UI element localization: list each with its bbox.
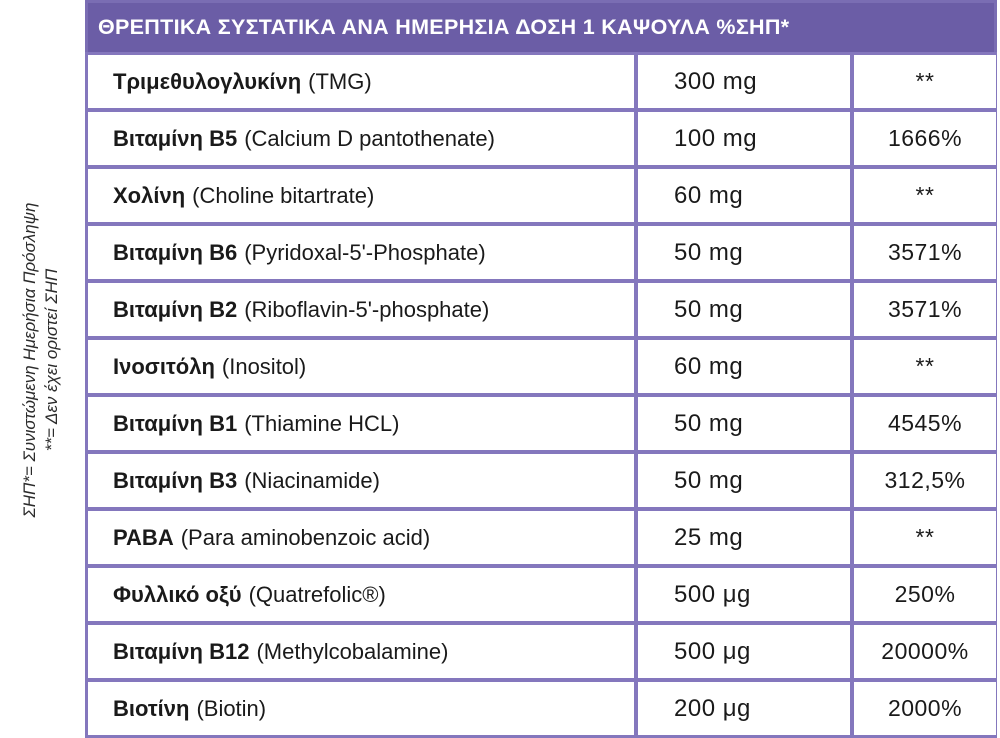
nutrient-amount: 200 μg xyxy=(638,682,850,735)
nutrient-detail: (Quatrefolic®) xyxy=(248,581,386,607)
nutrient-name: Βιοτίνη xyxy=(113,695,190,721)
nutrient-detail: (Biotin) xyxy=(196,695,267,721)
nutrient-detail: (Para aminobenzoic acid) xyxy=(180,524,431,550)
side-notes xyxy=(20,150,90,570)
table-row-name-cell xyxy=(88,397,634,450)
note-line-1: ΣΗΠ*= Συνιστώμενη Ημερήσια Πρόσληψη xyxy=(20,202,39,518)
note-line-2: **= Δεν έχει οριστεί ΣΗΠ xyxy=(42,268,61,452)
nutrient-name: Βιταμίνη Β1 xyxy=(113,410,238,436)
nutrient-name: Βιταμίνη Β6 xyxy=(113,239,238,265)
nutrient-detail: (Choline bitartrate) xyxy=(192,182,375,208)
nutrient-percent: ** xyxy=(854,169,996,222)
table-row-name-cell xyxy=(88,511,634,564)
nutrient-percent: 1666% xyxy=(854,112,996,165)
table-row-name-cell xyxy=(88,568,634,621)
nutrient-percent: 20000% xyxy=(854,625,996,678)
nutrient-percent: 3571% xyxy=(854,283,996,336)
nutrient-amount: 25 mg xyxy=(638,511,850,564)
nutrient-percent: ** xyxy=(854,340,996,393)
nutrient-name: Ινοσιτόλη xyxy=(113,353,215,379)
nutrient-name: Φυλλικό οξύ xyxy=(113,581,242,607)
nutrient-name: PABA xyxy=(113,524,174,550)
nutrient-name: Βιταμίνη Β12 xyxy=(113,638,250,664)
nutrient-detail: (TMG) xyxy=(308,68,372,94)
table-row-name-cell xyxy=(88,340,634,393)
table-row-name-cell xyxy=(88,454,634,507)
table-row-name-cell xyxy=(88,169,634,222)
table-body xyxy=(85,52,997,738)
nutrient-percent: 4545% xyxy=(854,397,996,450)
nutrient-amount: 50 mg xyxy=(638,283,850,336)
nutrient-detail: (Inositol) xyxy=(221,353,307,379)
nutrient-percent: 312,5% xyxy=(854,454,996,507)
table-row-name-cell xyxy=(88,112,634,165)
nutrient-detail: (Calcium D pantothenate) xyxy=(244,125,495,151)
nutrient-percent: 250% xyxy=(854,568,996,621)
nutrient-detail: (Riboflavin-5'-phosphate) xyxy=(244,296,490,322)
nutrient-amount: 50 mg xyxy=(638,226,850,279)
nutrient-percent: 2000% xyxy=(854,682,996,735)
nutrient-name: Βιταμίνη Β2 xyxy=(113,296,238,322)
nutrient-amount: 50 mg xyxy=(638,397,850,450)
nutrient-name: Χολίνη xyxy=(113,182,186,208)
table-row-name-cell xyxy=(88,283,634,336)
nutrient-percent: ** xyxy=(854,55,996,108)
table-row-name-cell xyxy=(88,226,634,279)
table-header: ΘΡΕΠΤΙΚΑ ΣΥΣΤΑΤΙΚΑ ΑΝΑ ΗΜΕΡΗΣΙΑ ΔΟΣΗ 1 ΚΑΨΟΥΛΑ %ΣΗΠ* xyxy=(85,0,997,52)
nutrient-table xyxy=(85,0,997,725)
nutrient-amount: 50 mg xyxy=(638,454,850,507)
nutrient-amount: 500 μg xyxy=(638,568,850,621)
nutrient-percent: 3571% xyxy=(854,226,996,279)
nutrient-name: Βιταμίνη Β3 xyxy=(113,467,238,493)
table-row-name-cell xyxy=(88,682,634,735)
nutrient-name: Βιταμίνη Β5 xyxy=(113,125,238,151)
nutrient-detail: (Pyridoxal-5'-Phosphate) xyxy=(244,239,486,265)
nutrient-amount: 60 mg xyxy=(638,340,850,393)
nutrient-amount: 100 mg xyxy=(638,112,850,165)
nutrient-amount: 60 mg xyxy=(638,169,850,222)
nutrient-amount: 500 μg xyxy=(638,625,850,678)
nutrient-detail: (Methylcobalamine) xyxy=(256,638,449,664)
nutrient-detail: (Thiamine HCL) xyxy=(244,410,400,436)
nutrient-percent: ** xyxy=(854,511,996,564)
nutrient-amount: 300 mg xyxy=(638,55,850,108)
table-row-name-cell xyxy=(88,625,634,678)
table-row-name-cell xyxy=(88,55,634,108)
nutrient-detail: (Niacinamide) xyxy=(244,467,380,493)
nutrient-name: Τριμεθυλογλυκίνη xyxy=(113,68,302,94)
